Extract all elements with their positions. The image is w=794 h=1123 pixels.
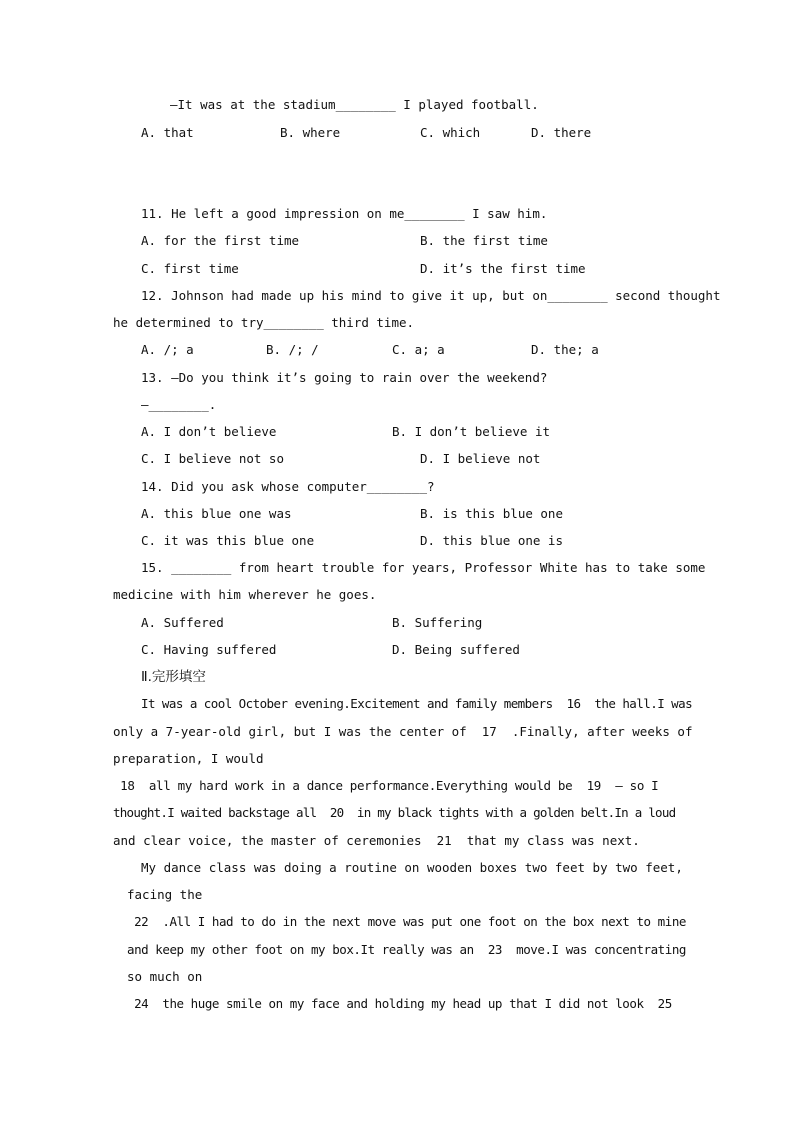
q13-option-c: C. I believe not so bbox=[141, 451, 284, 466]
q10-option-b: B. where bbox=[280, 125, 341, 140]
passage-line-4: 18 all my hard work in a dance performance.Everything would be 19 — so I bbox=[113, 778, 659, 793]
passage-line-8: facing the bbox=[127, 887, 203, 902]
question-13-answer-line: —________. bbox=[141, 397, 217, 412]
passage-line-2: only a 7-year-old girl, but I was the center of 17 .Finally, after weeks of bbox=[113, 724, 693, 739]
q14-option-a: A. this blue one was bbox=[141, 506, 292, 521]
q12-option-c: C. a; a bbox=[392, 342, 445, 357]
q13-option-b: B. I don’t believe it bbox=[392, 424, 551, 439]
passage-line-6: and clear voice, the master of ceremonies 21 that my class was next. bbox=[113, 833, 640, 848]
q10-option-a: A. that bbox=[141, 125, 194, 140]
q15-option-a: A. Suffered bbox=[141, 615, 224, 630]
q10-option-d: D. there bbox=[531, 125, 592, 140]
passage-line-12: 24 the huge smile on my face and holding my head up that I did not look 25 bbox=[127, 996, 672, 1011]
q12-option-b: B. /; / bbox=[266, 342, 319, 357]
q11-option-b: B. the first time bbox=[420, 233, 548, 248]
section-heading-cloze: Ⅱ.完形填空 bbox=[141, 669, 206, 685]
q14-option-d: D. this blue one is bbox=[420, 533, 563, 548]
passage-line-3: preparation, I would bbox=[113, 751, 264, 766]
q15-option-c: C. Having suffered bbox=[141, 642, 277, 657]
question-11-stem: 11. He left a good impression on me________ I saw him. bbox=[141, 206, 548, 221]
q15-option-b: B. Suffering bbox=[392, 615, 483, 630]
q12-option-a: A. /; a bbox=[141, 342, 194, 357]
q15-option-d: D. Being suffered bbox=[392, 642, 520, 657]
q11-option-a: A. for the first time bbox=[141, 233, 300, 248]
passage-line-5: thought.I waited backstage all 20 in my black tights with a golden belt.In a loud bbox=[113, 805, 676, 820]
question-15-stem-line2: medicine with him wherever he goes. bbox=[113, 587, 377, 602]
question-10-stem: —It was at the stadium________ I played football. bbox=[170, 97, 539, 112]
question-13-stem: 13. —Do you think it’s going to rain over the weekend? bbox=[141, 370, 548, 385]
passage-line-9: 22 .All I had to do in the next move was put one foot on the box next to mine bbox=[127, 914, 686, 929]
q13-option-a: A. I don’t believe bbox=[141, 424, 277, 439]
q11-option-d: D. it’s the first time bbox=[420, 261, 586, 276]
question-12-stem-line2: he determined to try________ third time. bbox=[113, 315, 415, 330]
question-15-stem-line1: 15. ________ from heart trouble for years, Professor White has to take some bbox=[141, 560, 706, 575]
passage-line-7: My dance class was doing a routine on wooden boxes two feet by two feet, bbox=[141, 860, 683, 875]
question-14-stem: 14. Did you ask whose computer________? bbox=[141, 479, 435, 494]
q10-option-c: C. which bbox=[420, 125, 481, 140]
q13-option-d: D. I believe not bbox=[420, 451, 541, 466]
passage-line-10: and keep my other foot on my box.It really was an 23 move.I was concentrating bbox=[127, 942, 686, 957]
q11-option-c: C. first time bbox=[141, 261, 239, 276]
passage-line-11: so much on bbox=[127, 969, 203, 984]
q14-option-b: B. is this blue one bbox=[420, 506, 563, 521]
q14-option-c: C. it was this blue one bbox=[141, 533, 315, 548]
question-12-stem-line1: 12. Johnson had made up his mind to give it up, but on________ second thought bbox=[141, 288, 721, 303]
q12-option-d: D. the; a bbox=[531, 342, 599, 357]
passage-line-1: It was a cool October evening.Excitement and family members 16 the hall.I was bbox=[141, 696, 693, 711]
